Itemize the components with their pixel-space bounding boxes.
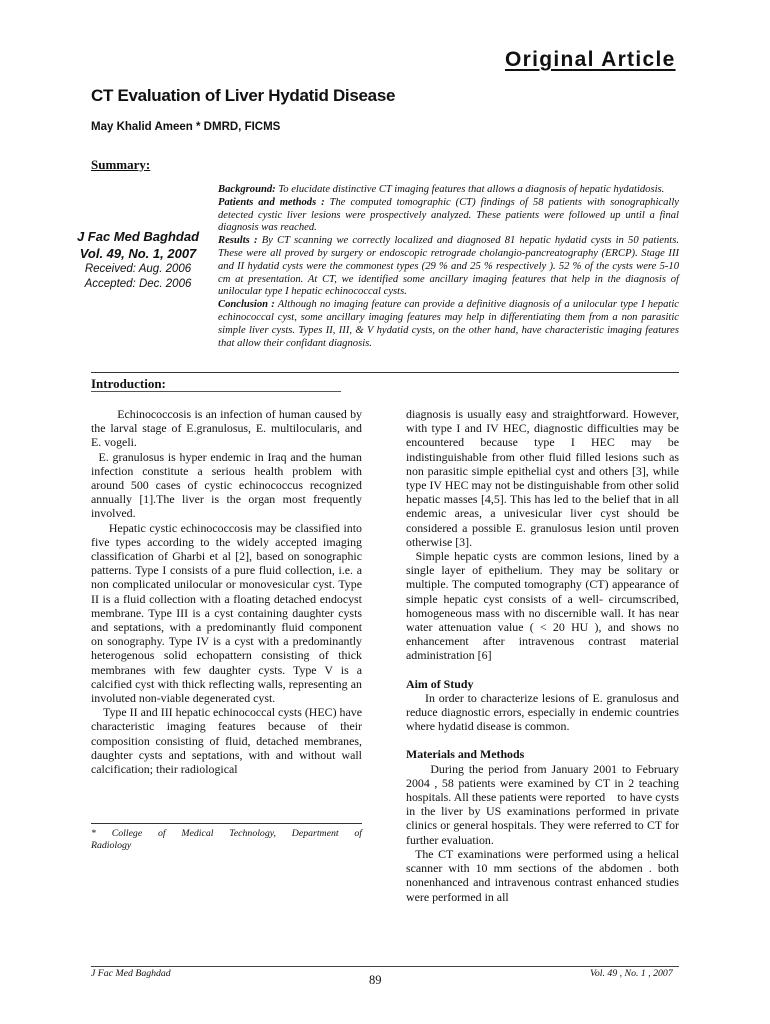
methods-paragraph: During the period from January 2001 to February 2004 , 58 patients were examined by CT in 2 teaching hospitals. All these patients were reported to have cysts in the liver by US examinations performed in private clinics or general hospitals. They were referred to CT for further evaluation. (406, 761, 682, 847)
intro-paragraph: Echinococcosis is an infection of human caused by the larval stage of E.granulosus, E. multilocularis, and E. vogeli. (91, 407, 365, 450)
intro-paragraph: Hepatic cystic echinococcosis may be classified into five types according to the widely accepted imaging classification of Gharbi et al [2], based on sonographic patterns. Type I consists of a pure fluid collection, i.e. a non complicated unilocular or monovesicular cyst. Type II is a fluid collection with a floating detached endocyst membrane. Type III is a cyst containing daughter cysts and septations, with a predominantly fluid component on sonography. Type IV is a cyst with a predominantly heterogenous solid echopattern consisting of thick membranes with few daughter cysts. Type V is a calcified cyst with thick reflecting walls, representing an involuted non-viable degenerated cyst. (91, 520, 365, 706)
abstract-methods (218, 197, 679, 235)
methods-label: Patients and methods : (218, 196, 325, 208)
background-text: To elucidate distinctive CT imaging features that allows a diagnosis of hepatic hydatidosis. (275, 184, 665, 195)
abstract-background (218, 184, 679, 197)
introduction-heading: Introduction: (91, 376, 166, 391)
abstract-results (218, 235, 679, 299)
footnote-line: Radiology (91, 840, 132, 851)
article-type-label: Original Article (505, 48, 676, 71)
heading-underline (91, 391, 341, 392)
abstract-conclusion (218, 299, 679, 350)
spacer (406, 663, 679, 677)
journal-volume: Vol. 49, No. 1, 2007 (79, 246, 197, 261)
journal-name: J Fac Med Baghdad (76, 229, 200, 244)
aim-paragraph: In order to characterize lesions of E. granulosus and reduce diagnostic errors, especially in endemic countries where hydatid disease is common. (406, 690, 682, 734)
results-text: By CT scanning we correctly localized and diagnosed 81 hepatic hydatid cysts in 50 patients. These were all proved by surgery or endoscopic retrograde cholangio-pancreatography (ERCP). Stage III and II hydatid cysts were the commonest types (29 % and 25 % respectively ). 52 % of the cysts were 5-10 cm at presentation. At CT, we identified some ancillary imaging features that help in the diagnosis of unilocular type I hepatic echinococcal cysts. (218, 235, 680, 298)
footnote-divider (91, 823, 362, 824)
conclusion-label: Conclusion : (218, 299, 275, 311)
methods-text: The computed tomographic (CT) findings of 58 patients with sonographically detected cystic liver lesions were prospectively analyzed. These patients were followed up until a final diagnosis was reached. (218, 196, 679, 234)
accepted-date: Accepted: Dec. 2006 (84, 278, 192, 290)
intro-paragraph: Simple hepatic cysts are common lesions, lined by a single layer of epithelium. They may be solitary or multiple. The computed tomography (CT) appearance of simple hepatic cyst consists of a well- circumscribed, homogeneous mass with no discernible wall. It has near water attenuation value ( < 20 HU ), and shows no enhancement after intravenous contrast material administration [6] (406, 549, 682, 663)
conclusion-text: Although no imaging feature can provide a definitive diagnosis of a unilocular type I hepatic echinococcal cyst, some ancillary imaging features may help in differentiating them from a non parasitic simple liver cysts. Types II, III, & V hydatid cysts, on the other hand, have characteristic imaging features that allow their confidant diagnosis. (218, 299, 679, 349)
intro-paragraph: E. granulosus is hyper endemic in Iraq and the human infection constitute a serious health problem with around 500 cases of cystic echinococcus recognized annually [1].The liver is the organ most frequently involved. (91, 449, 365, 521)
background-label: Background: (218, 184, 276, 195)
intro-paragraph: diagnosis is usually easy and straightforward. However, with type I and IV HEC, diagnostic difficulties may be encountered because type I HEC may be indistinguishable from other fluid filled lesions such as non parasitic simple epithelial cyst and others [3], while type IV HEC may not be distinguishable from other solid hepatic masses [4,5]. This has led to the belief that in all endemic areas, a univesicular liver cyst should be considered a possible E. granulosus lesion until proven otherwise [3]. (406, 407, 682, 549)
spacer (406, 733, 679, 747)
footer-volume: Vol. 49 , No. 1 , 2007 (590, 968, 673, 979)
journal-info (68, 228, 208, 292)
received-date: Received: Aug. 2006 (84, 263, 192, 275)
page-number: 89 (369, 973, 382, 987)
footer-journal: J Fac Med Baghdad (91, 968, 171, 979)
results-label: Results : (218, 235, 258, 247)
methods-heading: Materials and Methods (406, 747, 525, 762)
right-column (406, 407, 682, 904)
footnote (91, 828, 362, 852)
section-divider (91, 372, 679, 373)
methods-paragraph: The CT examinations were performed using a helical scanner with 10 mm sections of the abdomen . both nonenhanced and intravenous contrast enhanced studies were performed in all (406, 846, 682, 904)
author-line: May Khalid Ameen * DMRD, FICMS (91, 121, 281, 133)
abstract (218, 184, 679, 350)
aim-heading: Aim of Study (406, 676, 474, 691)
intro-paragraph: Type II and III hepatic echinococcal cysts (HEC) have characteristic imaging features because of their composition consisting of fluid, detached membranes, daughter cysts and septations, with and without wall calcification; their radiological (91, 705, 365, 777)
summary-heading: Summary: (91, 157, 151, 172)
page-title: CT Evaluation of Liver Hydatid Disease (91, 86, 396, 105)
left-column (91, 407, 365, 777)
footnote-line: * College of Medical Technology, Department of (91, 828, 362, 839)
footer-divider (91, 966, 679, 967)
